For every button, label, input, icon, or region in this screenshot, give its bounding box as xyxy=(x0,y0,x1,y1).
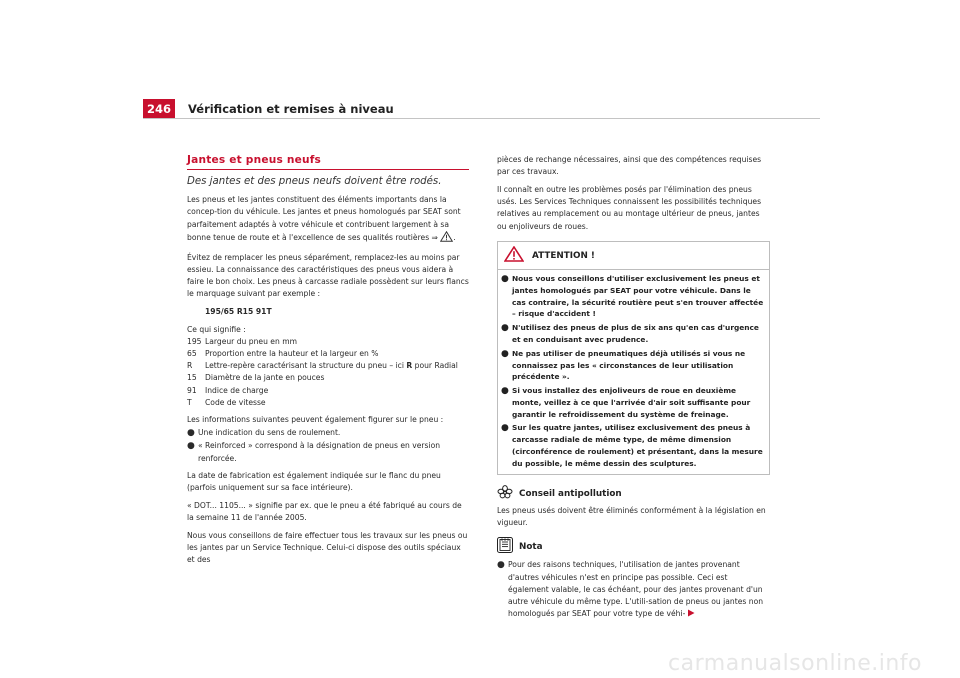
def-value xyxy=(205,360,458,372)
attention-item xyxy=(501,348,766,383)
bullet-icon: ● xyxy=(501,386,509,397)
definition-list xyxy=(187,336,469,409)
replace-paragraph: Évitez de remplacer les pneus séparément, remplacez-les au moins par essieu. La connaissance des caractéristiques des pneus vous aidera à faire le bon choix. Les pneus à carcasse radiale possèdent sur leurs flancs le marquage suivant par exemple : xyxy=(187,252,469,299)
eco-title: Conseil antipollution xyxy=(519,488,622,499)
extra-info-intro: Les informations suivantes peuvent également figurer sur le pneu : xyxy=(187,414,444,424)
attention-title: ATTENTION ! xyxy=(532,250,595,261)
note-heading xyxy=(497,537,770,557)
attention-item-text: Sur les quatre jantes, utilisez exclusivement des pneus à carcasse radiale de même type, de même dimension (circonférence de roulement) et présentant, dans la mesure du possible, le même dessin des sculptures. xyxy=(512,423,763,468)
bullet-icon: ● xyxy=(501,348,509,359)
note-title: Nota xyxy=(519,542,543,553)
def-key: 91 xyxy=(187,385,197,395)
dot-paragraph: « DOT... 1105... » signifie par ex. que le pneu a été fabriqué au cours de la semaine 11 de l'année 2005. xyxy=(187,500,462,522)
date-paragraph: La date de fabrication est également indiquée sur le flanc du pneu (parfois uniquement sur sa face intérieure). xyxy=(187,470,441,492)
definition-row xyxy=(187,360,469,372)
def-key: 15 xyxy=(187,373,197,383)
attention-item-text: N'utilisez des pneus de plus de six ans qu'en cas d'urgence et en conduisant avec prudence. xyxy=(512,323,759,344)
attention-body xyxy=(498,270,769,474)
intro-end: . xyxy=(453,232,456,242)
def-value: Largeur du pneu en mm xyxy=(205,336,297,346)
definition-row xyxy=(187,336,469,348)
note-item xyxy=(497,559,770,621)
tire-code: 195/65 R15 91T xyxy=(205,306,272,316)
attention-header xyxy=(498,242,769,270)
definition-row xyxy=(187,348,469,360)
def-value: Diamètre de la jante en pouces xyxy=(205,373,325,383)
note-icon xyxy=(497,537,513,557)
bullet-icon: ● xyxy=(497,560,505,571)
bullet-icon: ● xyxy=(187,441,195,452)
bullet-icon: ● xyxy=(501,323,509,334)
definition-row xyxy=(187,385,469,397)
def-key: R xyxy=(187,361,193,371)
parts-paragraph: pièces de rechange nécessaires, ainsi que des compétences requises par ces travaux. xyxy=(497,155,762,177)
list-item-text: Une indication du sens de roulement. xyxy=(198,428,341,438)
warning-icon xyxy=(440,231,456,246)
page-number: 246 xyxy=(143,99,175,119)
disposal-paragraph: Il connaît en outre les problèmes posés par l'élimination des pneus usés. Les Services Techniques connaissent les possibilités techniques relatives au remplacement ou au montage ultérieur de pneus, jantes ou enjoliveurs de roues. xyxy=(497,184,762,231)
section-subtitle: Des jantes et des pneus neufs doivent être rodés. xyxy=(187,176,442,188)
bullet-icon: ● xyxy=(501,273,509,284)
attention-box xyxy=(497,241,770,475)
def-value: Code de vitesse xyxy=(205,397,266,407)
section-title: Jantes et pneus neufs xyxy=(187,154,322,166)
continue-arrow-icon xyxy=(687,609,695,621)
attention-item xyxy=(501,422,766,469)
attention-item-text: Ne pas utiliser de pneumatiques déjà utilisés si vous ne connaissez pas les « circonstances de leur utilisation précédente ». xyxy=(512,348,746,382)
note-text-wrap xyxy=(508,559,770,621)
left-column xyxy=(187,154,469,572)
header-divider xyxy=(143,118,820,119)
bullet-icon: ● xyxy=(187,428,195,439)
list-item-text: « Reinforced » correspond à la désignation de pneus en version renforcée. xyxy=(198,441,441,463)
list-item xyxy=(187,440,469,464)
def-key: T xyxy=(187,397,192,407)
attention-item-text: Nous vous conseillons d'utiliser exclusivement les pneus et jantes homologués par SEAT pour votre véhicule. Dans le cas contraire, la sécurité routière peut s'en trouver affectée – risque d'accident ! xyxy=(512,273,764,319)
right-column xyxy=(497,154,770,623)
definition-row xyxy=(187,397,469,409)
attention-item-text: Si vous installez des enjoliveurs de roue en deuxième monte, veillez à ce que l'arrivée d'air soit suffisante pour garantir le refroidissement du système de freinage. xyxy=(512,386,751,419)
list-item xyxy=(187,427,469,439)
intro-text: Les pneus et les jantes constituent des éléments importants dans la concep-tion du véhicule. Les jantes et pneus homologués par SEAT sont parfaitement adaptés à votre véhicule et contribuent largement à sa bonne tenue de route et à l'excellence de ses qualités routières ⇒ xyxy=(187,195,461,242)
warning-icon xyxy=(504,246,524,266)
intro-paragraph xyxy=(187,194,469,246)
def-value-bold: R xyxy=(406,361,413,371)
def-key: 195 xyxy=(187,336,202,346)
definition-row xyxy=(187,372,469,384)
def-key: 65 xyxy=(187,348,197,358)
note-text: Pour des raisons techniques, l'utilisation de jantes provenant d'autres véhicules n'est en principe pas possible. Ceci est également valable, le cas échéant, pour des jantes provenant d'un autre véhicule du même type. L'utili-sation de pneus ou jantes non homologués par SEAT pour votre type de véhi- xyxy=(508,560,764,619)
service-paragraph: Nous vous conseillons de faire effectuer tous les travaux sur les pneus ou les jantes par un Service Technique. Celui-ci dispose des outils spéciaux et des xyxy=(187,530,468,564)
def-value-pre: Lettre-repère caractérisant la structure du pneu – ici xyxy=(205,361,407,371)
eco-text: Les pneus usés doivent être éliminés conformément à la législation en vigueur. xyxy=(497,505,766,528)
bullet-icon: ● xyxy=(501,423,509,434)
attention-item xyxy=(501,273,766,320)
def-value: Proportion entre la hauteur et la largeur en % xyxy=(205,348,379,358)
watermark: carmanualsonline.info xyxy=(668,651,922,676)
section-divider xyxy=(187,169,469,170)
eco-heading xyxy=(497,485,770,503)
attention-item xyxy=(501,322,766,346)
def-value: Indice de charge xyxy=(205,385,269,395)
attention-item xyxy=(501,385,766,420)
running-title: Vérification et remises à niveau xyxy=(188,102,394,116)
meaning-intro: Ce qui signifie : xyxy=(187,324,246,334)
def-value-post: pour Radial xyxy=(412,361,458,371)
eco-flower-icon xyxy=(497,485,513,503)
